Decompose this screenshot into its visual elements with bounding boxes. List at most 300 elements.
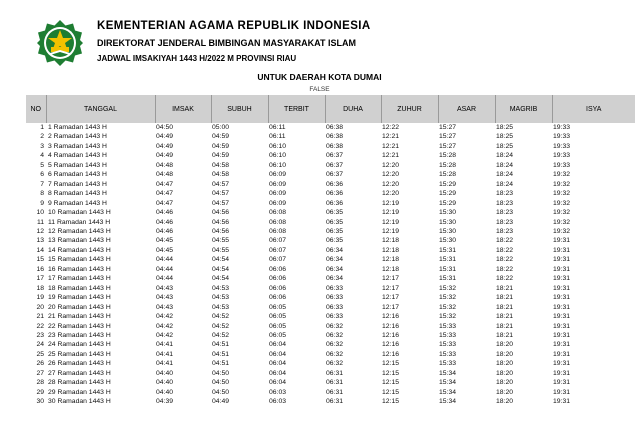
cell-no: 17 <box>36 275 44 283</box>
cell-duha: 06:36 <box>326 199 344 207</box>
cell-duha: 06:33 <box>326 303 344 311</box>
cell-duha: 06:35 <box>326 209 344 217</box>
cell-isya: 19:31 <box>553 398 571 406</box>
cell-magrib: 18:20 <box>496 398 514 406</box>
cell-terbit: 06:04 <box>269 360 287 368</box>
cell-terbit: 06:09 <box>269 190 287 198</box>
cell-subuh: 04:57 <box>212 190 230 198</box>
cell-no: 26 <box>36 360 44 368</box>
cell-terbit: 06:05 <box>269 313 287 321</box>
cell-duha: 06:33 <box>326 313 344 321</box>
cell-no: 12 <box>36 227 44 235</box>
cell-duha: 06:34 <box>326 256 344 264</box>
cell-tanggal: 2 Ramadan 1443 H <box>48 133 107 141</box>
cell-no: 7 <box>40 180 44 188</box>
cell-isya: 19:32 <box>553 209 571 217</box>
cell-duha: 06:31 <box>326 398 344 406</box>
table-row <box>26 208 635 217</box>
flag-text: FALSE <box>309 86 330 93</box>
cell-isya: 19:31 <box>553 331 571 339</box>
cell-terbit: 06:11 <box>269 133 286 141</box>
col-imsak: IMSAK <box>155 95 211 123</box>
cell-zuhur: 12:18 <box>382 237 400 245</box>
cell-terbit: 06:10 <box>269 161 287 169</box>
cell-asar: 15:30 <box>439 227 457 235</box>
cell-isya: 19:31 <box>553 388 571 396</box>
cell-magrib: 18:24 <box>496 180 514 188</box>
cell-duha: 06:31 <box>326 369 344 377</box>
table-row <box>26 369 635 378</box>
cell-no: 8 <box>40 190 44 198</box>
cell-subuh: 04:49 <box>212 398 230 406</box>
cell-no: 28 <box>36 379 44 387</box>
cell-terbit: 06:10 <box>269 152 287 160</box>
cell-no: 18 <box>36 284 44 292</box>
cell-duha: 06:35 <box>326 237 344 245</box>
cell-terbit: 06:03 <box>269 398 287 406</box>
cell-terbit: 06:08 <box>269 218 287 226</box>
cell-isya: 19:33 <box>553 142 571 150</box>
cell-subuh: 04:55 <box>212 246 230 254</box>
cell-asar: 15:29 <box>439 190 457 198</box>
cell-magrib: 18:25 <box>496 142 514 150</box>
cell-magrib: 18:25 <box>496 133 514 141</box>
cell-duha: 06:32 <box>326 360 344 368</box>
cell-zuhur: 12:21 <box>382 152 400 160</box>
cell-tanggal: 11 Ramadan 1443 H <box>48 218 111 226</box>
cell-asar: 15:31 <box>439 265 457 273</box>
cell-subuh: 04:56 <box>212 209 230 217</box>
cell-asar: 15:32 <box>439 303 457 311</box>
cell-terbit: 06:04 <box>269 350 287 358</box>
cell-imsak: 04:48 <box>156 171 174 179</box>
cell-asar: 15:30 <box>439 218 457 226</box>
cell-isya: 19:32 <box>553 171 571 179</box>
table-row <box>26 312 635 321</box>
col-magrib: MAGRIB <box>495 95 552 123</box>
cell-imsak: 04:40 <box>156 379 174 387</box>
cell-zuhur: 12:18 <box>382 246 400 254</box>
cell-magrib: 18:22 <box>496 275 514 283</box>
cell-asar: 15:32 <box>439 294 457 302</box>
cell-tanggal: 1 Ramadan 1443 H <box>48 124 107 131</box>
cell-imsak: 04:41 <box>156 360 174 368</box>
cell-isya: 19:32 <box>553 227 571 235</box>
cell-terbit: 06:06 <box>269 284 287 292</box>
table-row <box>26 151 635 160</box>
table-row <box>26 246 635 255</box>
cell-zuhur: 12:16 <box>382 350 400 358</box>
cell-tanggal: 3 Ramadan 1443 H <box>48 142 107 150</box>
cell-tanggal: 10 Ramadan 1443 H <box>48 209 111 217</box>
cell-magrib: 18:20 <box>496 360 514 368</box>
cell-no: 9 <box>40 199 44 207</box>
cell-tanggal: 18 Ramadan 1443 H <box>48 284 111 292</box>
cell-asar: 15:34 <box>439 369 457 377</box>
cell-isya: 19:32 <box>553 180 571 188</box>
cell-asar: 15:34 <box>439 379 457 387</box>
cell-magrib: 18:23 <box>496 190 514 198</box>
cell-zuhur: 12:22 <box>382 124 400 131</box>
cell-duha: 06:33 <box>326 294 344 302</box>
cell-terbit: 06:06 <box>269 294 287 302</box>
cell-imsak: 04:44 <box>156 265 174 273</box>
cell-magrib: 18:21 <box>496 294 514 302</box>
cell-zuhur: 12:17 <box>382 275 400 283</box>
table-row <box>26 331 635 340</box>
cell-no: 4 <box>40 152 44 160</box>
table-row <box>26 161 635 170</box>
cell-zuhur: 12:17 <box>382 284 400 292</box>
cell-duha: 06:38 <box>326 142 344 150</box>
cell-zuhur: 12:19 <box>382 218 400 226</box>
cell-tanggal: 21 Ramadan 1443 H <box>48 313 111 321</box>
cell-asar: 15:28 <box>439 152 457 160</box>
cell-tanggal: 26 Ramadan 1443 H <box>48 360 111 368</box>
cell-asar: 15:33 <box>439 350 457 358</box>
cell-magrib: 18:20 <box>496 379 514 387</box>
cell-imsak: 04:40 <box>156 369 174 377</box>
cell-subuh: 04:53 <box>212 284 230 292</box>
cell-asar: 15:34 <box>439 388 457 396</box>
cell-no: 6 <box>40 171 44 179</box>
cell-subuh: 04:51 <box>212 360 230 368</box>
cell-magrib: 18:22 <box>496 256 514 264</box>
cell-duha: 06:31 <box>326 388 344 396</box>
cell-terbit: 06:08 <box>269 209 287 217</box>
table-row <box>26 284 635 293</box>
cell-asar: 15:31 <box>439 246 457 254</box>
cell-magrib: 18:24 <box>496 152 514 160</box>
cell-imsak: 04:39 <box>156 398 174 406</box>
cell-magrib: 18:23 <box>496 199 514 207</box>
cell-asar: 15:33 <box>439 331 457 339</box>
cell-no: 22 <box>36 322 44 330</box>
cell-isya: 19:31 <box>553 350 571 358</box>
cell-subuh: 04:59 <box>212 133 230 141</box>
cell-terbit: 06:05 <box>269 322 287 330</box>
cell-magrib: 18:21 <box>496 331 514 339</box>
cell-magrib: 18:25 <box>496 124 514 131</box>
cell-subuh: 04:57 <box>212 180 230 188</box>
table-row <box>26 170 635 179</box>
cell-isya: 19:31 <box>553 256 571 264</box>
cell-subuh: 04:55 <box>212 237 230 245</box>
cell-terbit: 06:07 <box>269 256 287 264</box>
cell-zuhur: 12:18 <box>382 256 400 264</box>
table-row <box>26 397 635 406</box>
cell-duha: 06:35 <box>326 227 344 235</box>
cell-subuh: 04:52 <box>212 313 230 321</box>
cell-duha: 06:34 <box>326 265 344 273</box>
cell-terbit: 06:06 <box>269 265 287 273</box>
cell-tanggal: 19 Ramadan 1443 H <box>48 294 111 302</box>
cell-isya: 19:31 <box>553 341 571 349</box>
region-title: UNTUK DAERAH KOTA DUMAI <box>257 72 382 82</box>
cell-imsak: 04:45 <box>156 237 174 245</box>
cell-subuh: 04:58 <box>212 161 230 169</box>
table-row <box>26 265 635 274</box>
cell-zuhur: 12:20 <box>382 171 400 179</box>
cell-duha: 06:38 <box>326 133 344 141</box>
cell-imsak: 04:42 <box>156 322 174 330</box>
schedule-title: JADWAL IMSAKIYAH 1443 H/2022 M PROVINSI RIAU <box>97 54 297 63</box>
cell-subuh: 04:50 <box>212 388 230 396</box>
cell-imsak: 04:43 <box>156 294 174 302</box>
cell-duha: 06:34 <box>326 275 344 283</box>
table-row <box>26 340 635 349</box>
cell-isya: 19:33 <box>553 133 571 141</box>
ministry-title: KEMENTERIAN AGAMA REPUBLIK INDONESIA <box>97 20 371 32</box>
cell-no: 11 <box>36 218 44 226</box>
col-duha: DUHA <box>325 95 381 123</box>
cell-imsak: 04:44 <box>156 275 174 283</box>
cell-asar: 15:30 <box>439 209 457 217</box>
cell-subuh: 04:58 <box>212 171 230 179</box>
cell-zuhur: 12:20 <box>382 161 400 169</box>
cell-magrib: 18:24 <box>496 171 514 179</box>
cell-zuhur: 12:15 <box>382 379 400 387</box>
cell-no: 21 <box>36 313 44 321</box>
cell-tanggal: 24 Ramadan 1443 H <box>48 341 111 349</box>
cell-imsak: 04:41 <box>156 350 174 358</box>
cell-asar: 15:27 <box>439 142 457 150</box>
table-row <box>26 388 635 397</box>
cell-tanggal: 16 Ramadan 1443 H <box>48 265 111 273</box>
cell-magrib: 18:20 <box>496 369 514 377</box>
col-zuhur: ZUHUR <box>381 95 438 123</box>
cell-terbit: 06:05 <box>269 331 287 339</box>
cell-asar: 15:27 <box>439 124 457 131</box>
col-asar: ASAR <box>438 95 495 123</box>
cell-zuhur: 12:21 <box>382 142 400 150</box>
cell-imsak: 04:49 <box>156 142 174 150</box>
cell-asar: 15:32 <box>439 313 457 321</box>
table-row <box>26 218 635 227</box>
cell-zuhur: 12:15 <box>382 388 400 396</box>
cell-magrib: 18:24 <box>496 161 514 169</box>
cell-terbit: 06:07 <box>269 246 287 254</box>
cell-no: 24 <box>36 341 44 349</box>
cell-duha: 06:37 <box>326 171 344 179</box>
cell-duha: 06:37 <box>326 152 344 160</box>
cell-zuhur: 12:16 <box>382 331 400 339</box>
cell-isya: 19:33 <box>553 152 571 160</box>
cell-subuh: 04:50 <box>212 379 230 387</box>
cell-imsak: 04:44 <box>156 256 174 264</box>
cell-zuhur: 12:16 <box>382 341 400 349</box>
cell-duha: 06:36 <box>326 180 344 188</box>
table-row <box>26 227 635 236</box>
cell-imsak: 04:42 <box>156 313 174 321</box>
cell-no: 23 <box>36 331 44 339</box>
cell-isya: 19:31 <box>553 246 571 254</box>
cell-duha: 06:32 <box>326 331 344 339</box>
cell-imsak: 04:47 <box>156 180 174 188</box>
cell-duha: 06:34 <box>326 246 344 254</box>
cell-terbit: 06:08 <box>269 227 287 235</box>
cell-isya: 19:31 <box>553 284 571 292</box>
cell-tanggal: 8 Ramadan 1443 H <box>48 190 107 198</box>
cell-imsak: 04:49 <box>156 152 174 160</box>
table-row <box>26 359 635 368</box>
cell-tanggal: 12 Ramadan 1443 H <box>48 227 111 235</box>
table-row <box>26 142 635 151</box>
cell-zuhur: 12:17 <box>382 303 400 311</box>
cell-asar: 15:31 <box>439 256 457 264</box>
cell-duha: 06:37 <box>326 161 344 169</box>
table-row <box>26 123 635 132</box>
cell-zuhur: 12:15 <box>382 398 400 406</box>
table-row <box>26 236 635 245</box>
cell-tanggal: 30 Ramadan 1443 H <box>48 398 111 406</box>
cell-zuhur: 12:20 <box>382 190 400 198</box>
cell-zuhur: 12:18 <box>382 265 400 273</box>
cell-tanggal: 4 Ramadan 1443 H <box>48 152 107 160</box>
cell-magrib: 18:20 <box>496 341 514 349</box>
cell-subuh: 04:50 <box>212 369 230 377</box>
cell-subuh: 04:52 <box>212 322 230 330</box>
cell-isya: 19:31 <box>553 379 571 387</box>
cell-subuh: 04:57 <box>212 199 230 207</box>
cell-asar: 15:31 <box>439 275 457 283</box>
cell-asar: 15:33 <box>439 341 457 349</box>
cell-subuh: 04:54 <box>212 265 230 273</box>
cell-imsak: 04:46 <box>156 218 174 226</box>
cell-isya: 19:31 <box>553 303 571 311</box>
col-tanggal: TANGGAL <box>46 95 155 123</box>
cell-tanggal: 23 Ramadan 1443 H <box>48 331 111 339</box>
col-terbit: TERBIT <box>268 95 325 123</box>
cell-isya: 19:31 <box>553 322 571 330</box>
cell-isya: 19:32 <box>553 190 571 198</box>
schedule-table <box>26 95 635 407</box>
table-row <box>26 322 635 331</box>
cell-duha: 06:31 <box>326 379 344 387</box>
cell-isya: 19:31 <box>553 275 571 283</box>
table-row <box>26 255 635 264</box>
cell-isya: 19:31 <box>553 237 571 245</box>
cell-isya: 19:31 <box>553 313 571 321</box>
table-row <box>26 132 635 141</box>
cell-zuhur: 12:15 <box>382 369 400 377</box>
cell-subuh: 04:51 <box>212 341 230 349</box>
cell-asar: 15:33 <box>439 360 457 368</box>
cell-zuhur: 12:21 <box>382 133 400 141</box>
cell-tanggal: 14 Ramadan 1443 H <box>48 246 111 254</box>
cell-zuhur: 12:19 <box>382 209 400 217</box>
cell-magrib: 18:21 <box>496 313 514 321</box>
cell-terbit: 06:04 <box>269 369 287 377</box>
cell-isya: 19:32 <box>553 199 571 207</box>
cell-isya: 19:33 <box>553 161 571 169</box>
cell-tanggal: 27 Ramadan 1443 H <box>48 369 111 377</box>
col-no: NO <box>26 95 46 123</box>
cell-duha: 06:32 <box>326 350 344 358</box>
cell-subuh: 04:56 <box>212 218 230 226</box>
cell-duha: 06:36 <box>326 190 344 198</box>
table-row <box>26 350 635 359</box>
cell-magrib: 18:23 <box>496 209 514 217</box>
cell-zuhur: 12:16 <box>382 313 400 321</box>
cell-terbit: 06:09 <box>269 180 287 188</box>
cell-terbit: 06:09 <box>269 199 287 207</box>
cell-duha: 06:32 <box>326 341 344 349</box>
col-isya: ISYA <box>552 95 635 123</box>
cell-imsak: 04:49 <box>156 133 174 141</box>
table-row <box>26 293 635 302</box>
cell-subuh: 04:59 <box>212 152 230 160</box>
cell-zuhur: 12:16 <box>382 322 400 330</box>
cell-zuhur: 12:17 <box>382 294 400 302</box>
cell-isya: 19:33 <box>553 124 571 131</box>
cell-asar: 15:28 <box>439 161 457 169</box>
col-subuh: SUBUH <box>211 95 268 123</box>
cell-subuh: 04:59 <box>212 142 230 150</box>
cell-terbit: 06:10 <box>269 142 287 150</box>
cell-subuh: 04:51 <box>212 350 230 358</box>
cell-asar: 15:32 <box>439 284 457 292</box>
table-row <box>26 274 635 283</box>
cell-tanggal: 22 Ramadan 1443 H <box>48 322 111 330</box>
cell-terbit: 06:07 <box>269 237 287 245</box>
cell-terbit: 06:09 <box>269 171 287 179</box>
cell-tanggal: 25 Ramadan 1443 H <box>48 350 111 358</box>
cell-imsak: 04:46 <box>156 209 174 217</box>
cell-no: 5 <box>40 161 44 169</box>
table-row <box>26 199 635 208</box>
cell-asar: 15:29 <box>439 180 457 188</box>
cell-duha: 06:38 <box>326 124 344 131</box>
cell-tanggal: 9 Ramadan 1443 H <box>48 199 107 207</box>
cell-zuhur: 12:19 <box>382 227 400 235</box>
cell-asar: 15:27 <box>439 133 457 141</box>
cell-tanggal: 28 Ramadan 1443 H <box>48 379 111 387</box>
table-header-row <box>26 95 635 123</box>
cell-magrib: 18:23 <box>496 227 514 235</box>
cell-duha: 06:33 <box>326 284 344 292</box>
cell-terbit: 06:06 <box>269 275 287 283</box>
table-row <box>26 303 635 312</box>
cell-asar: 15:28 <box>439 171 457 179</box>
cell-imsak: 04:41 <box>156 341 174 349</box>
cell-imsak: 04:43 <box>156 284 174 292</box>
cell-asar: 15:29 <box>439 199 457 207</box>
table-row <box>26 189 635 198</box>
cell-tanggal: 20 Ramadan 1443 H <box>48 303 111 311</box>
cell-no: 2 <box>40 133 44 141</box>
cell-tanggal: 17 Ramadan 1443 H <box>48 275 111 283</box>
table-body <box>26 123 635 407</box>
cell-no: 16 <box>36 265 44 273</box>
cell-no: 20 <box>36 303 44 311</box>
cell-asar: 15:30 <box>439 237 457 245</box>
cell-no: 30 <box>36 398 44 406</box>
cell-terbit: 06:04 <box>269 379 287 387</box>
cell-magrib: 18:21 <box>496 322 514 330</box>
cell-isya: 19:31 <box>553 294 571 302</box>
directorate-title: DIREKTORAT JENDERAL BIMBINGAN MASYARAKAT ISLAM <box>97 38 357 48</box>
cell-no: 3 <box>40 142 44 150</box>
cell-tanggal: 6 Ramadan 1443 H <box>48 171 107 179</box>
cell-subuh: 04:54 <box>212 256 230 264</box>
cell-tanggal: 15 Ramadan 1443 H <box>48 256 111 264</box>
cell-imsak: 04:47 <box>156 190 174 198</box>
schedule-table-wrapper <box>26 95 635 407</box>
table-row <box>26 180 635 189</box>
cell-subuh: 04:53 <box>212 303 230 311</box>
cell-no: 14 <box>36 246 44 254</box>
